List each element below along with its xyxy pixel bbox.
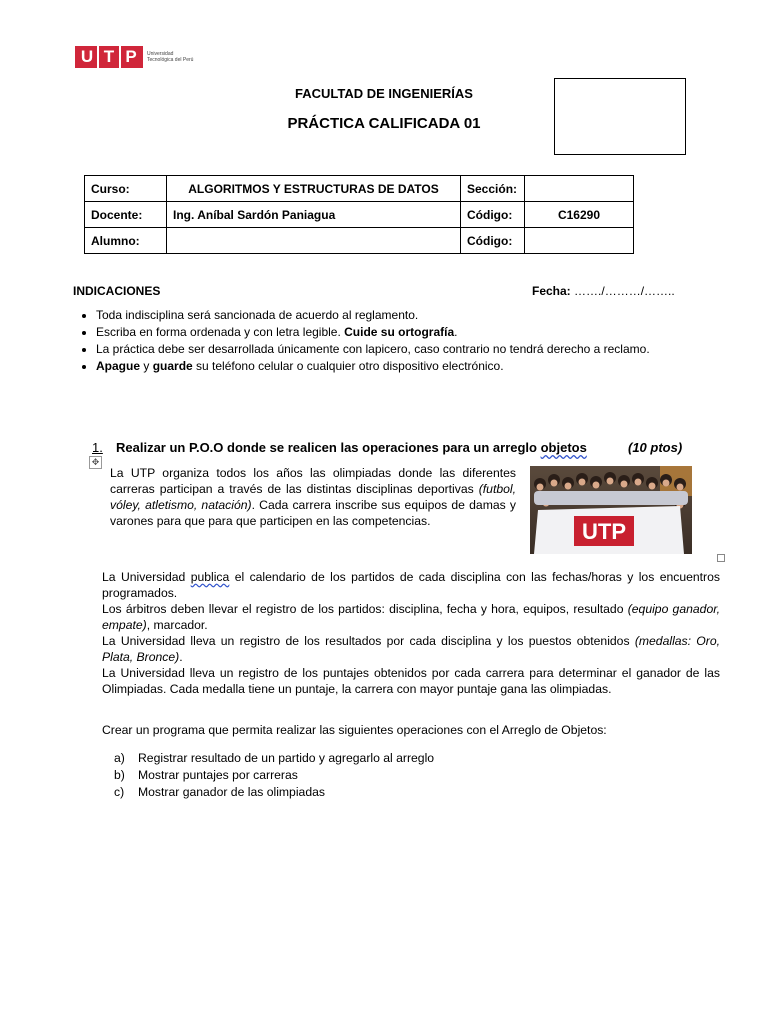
question-number: 1. (92, 440, 103, 455)
table-row (85, 228, 634, 254)
rule-text: su teléfono celular o cualquier otro dispositivo electrónico. (192, 359, 504, 373)
list-item (96, 358, 768, 375)
intro-text: La UTP organiza todos los años las olimpiadas donde las diferentes carreras participan a través de las distintas disciplinas deportivas (110, 466, 516, 496)
paragraph: La Universidad publica el calendario de los partidos de cada disciplina con las fechas/horas y los encuentros programados. (102, 570, 720, 600)
rule-emphasis: Cuide su ortografía (344, 325, 455, 339)
task-text: Registrar resultado de un partido y agregarlo al arreglo (138, 751, 435, 765)
codigo-label: Código: (461, 202, 525, 228)
list-item (96, 324, 768, 341)
rule-emphasis: guarde (152, 359, 193, 373)
faculty-title: FACULTAD DE INGENIERÍAS (295, 86, 473, 101)
utp-logo (75, 45, 199, 69)
list-item (114, 750, 434, 767)
task-marker: c) (114, 785, 125, 799)
alumno-field[interactable] (167, 228, 461, 254)
rule-emphasis: Apague (96, 359, 141, 373)
grade-box (554, 78, 686, 155)
rule-text: La práctica debe ser desarrollada únicamente con lapicero, caso contrario no tendrá derecho a reclamo. (96, 342, 650, 356)
table-row (85, 176, 634, 202)
task-marker: b) (114, 768, 125, 782)
docente-label: Docente: (85, 202, 167, 228)
task-text: Mostrar ganador de las olimpiadas (138, 785, 325, 799)
rule-text: . (454, 325, 458, 339)
list-item (114, 767, 434, 784)
task-list (114, 750, 434, 801)
banner-text: UTP (582, 519, 626, 544)
logo-subtitle: Universidad Tecnológica del Perú (147, 51, 194, 63)
rules-list (74, 307, 768, 375)
page-title: PRÁCTICA CALIFICADA 01 (287, 115, 481, 132)
fecha-line (532, 284, 675, 298)
rule-text: Toda indisciplina será sancionada de acuerdo al reglamento. (96, 308, 419, 322)
list-item (114, 784, 434, 801)
intro-sports: (futbol, vóley, atletismo, natación) (110, 482, 516, 512)
utp-logo-mark (75, 46, 143, 68)
seccion-label: Sección: (461, 176, 525, 202)
curso-label: Curso: (85, 176, 167, 202)
question-intro (110, 465, 516, 529)
problem-description (102, 569, 720, 697)
olympics-team-photo (530, 466, 692, 554)
list-item (96, 341, 768, 358)
rule-text: y (140, 359, 153, 373)
table-row (85, 202, 634, 228)
codigo-field-2[interactable] (525, 228, 634, 254)
paragraph: La Universidad lleva un registro de los puntajes obtenidos por cada carrera para determinar el ganador de las Olimpiadas. Cada medalla tiene un puntaje, la carrera con mayor puntaje gana las olimpiadas. (102, 666, 720, 696)
task-text: Mostrar puntajes por carreras (138, 768, 298, 782)
question-title (116, 440, 587, 455)
logo-letter: T (103, 47, 115, 66)
task-intro: Crear un programa que permita realizar las siguientes operaciones con el Arreglo de Objetos: (102, 723, 607, 737)
curso-value: ALGORITMOS Y ESTRUCTURAS DE DATOS (167, 176, 461, 202)
codigo-value: C16290 (525, 202, 634, 228)
intro-text: . Cada carrera inscribe sus equipos de damas y varones para que para que participen en las competencias. (110, 498, 516, 528)
image-resize-handle[interactable] (717, 554, 725, 562)
seccion-field[interactable] (525, 176, 634, 202)
table-move-handle-icon[interactable]: ✥ (89, 456, 102, 469)
flagged-word: publica (190, 570, 230, 584)
points-text: (10 ptos) (628, 440, 683, 455)
question-title-flagged-word: objetos (540, 440, 587, 455)
paragraph: Los árbitros deben llevar el registro de los partidos: disciplina, fecha y hora, equipos, resultado (equipo ganador, empate), marcador. (102, 602, 720, 632)
logo-letter: P (125, 47, 137, 66)
paragraph: La Universidad lleva un registro de los resultados por cada disciplina y los puestos obtenidos (medallas: Oro, Plata, Bronce). (102, 634, 720, 664)
docente-value: Ing. Aníbal Sardón Paniagua (167, 202, 461, 228)
student-info-table (84, 175, 634, 254)
indicaciones-title: INDICACIONES (73, 284, 161, 298)
task-marker: a) (114, 751, 125, 765)
codigo-label-2: Código: (461, 228, 525, 254)
alumno-label: Alumno: (85, 228, 167, 254)
question-title-text: Realizar un P.O.O donde se realicen las operaciones para un arreglo (116, 440, 541, 455)
fecha-value: ……./………/…….. (570, 284, 675, 298)
rule-text: Escriba en forma ordenada y con letra legible. (96, 325, 345, 339)
logo-letter: U (80, 47, 94, 66)
question-points (628, 440, 682, 455)
fecha-label: Fecha: (532, 284, 571, 298)
list-item (96, 307, 768, 324)
